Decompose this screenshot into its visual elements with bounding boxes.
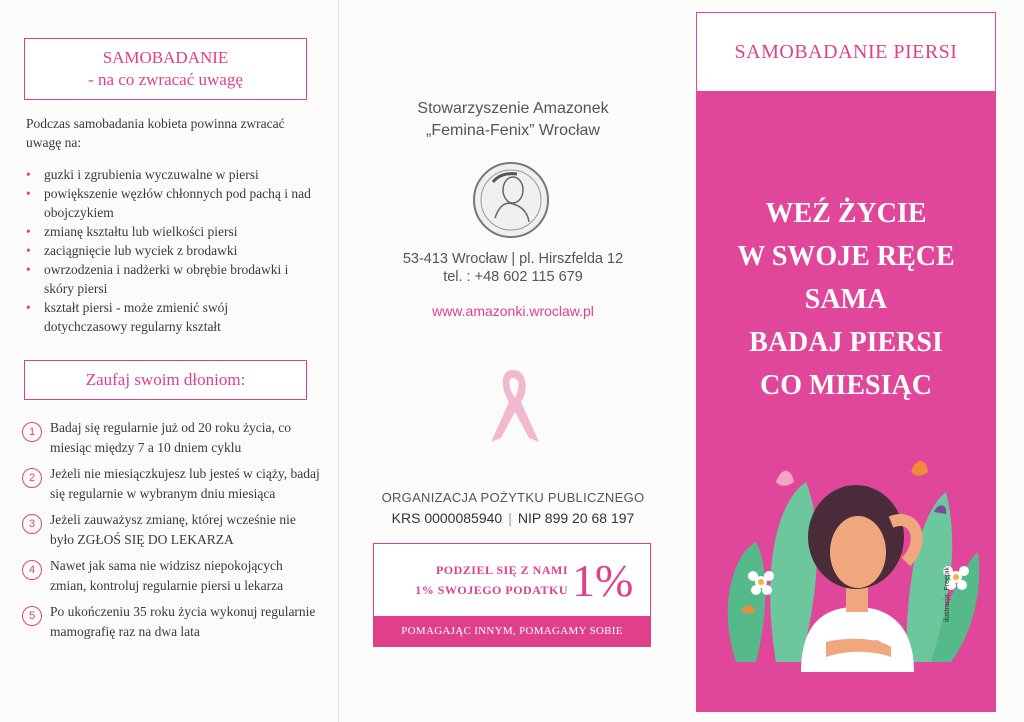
slogan-line: W SWOJE RĘCE [737,241,955,272]
step-text: Po ukończeniu 35 roku życia wykonuj regularnie mamografię raz na dwa lata [50,604,316,639]
step-number: 4 [22,560,42,580]
self-exam-title-box [24,38,307,100]
association-name [339,98,687,142]
website-link[interactable]: www.amazonki.wroclaw.pl [432,303,594,319]
address: 53-413 Wrocław | pl. Hirszfelda 12 [402,251,624,267]
step-number: 2 [22,468,42,488]
step-item [22,556,322,596]
association-line2: „Femina-Fenix” Wrocław [426,122,600,139]
cover [696,12,996,712]
promo-text [388,560,568,600]
pink-ribbon-icon [479,362,547,448]
list-item: • zaciągnięcie lub wyciek z brodawki [24,241,314,260]
intro-text: Podczas samobadania kobieta powinna zwracać uwagę na: [26,116,285,150]
nip-number: NIP 899 20 68 197 [517,510,635,526]
step-item [22,602,322,642]
krs-number: KRS 0000085940 [391,510,503,526]
steps-list [22,418,322,642]
step-text: Jeżeli nie miesiączkujesz lub jesteś w ciąży, badaj się regularnie w wybranym dniu miesiąca [50,466,320,501]
left-panel [0,0,338,722]
step-text: Jeżeli zauważysz zmianę, której wcześnie nie było ZGŁOŚ SIĘ DO LEKARZA [50,512,296,547]
list-item: • powiększenie węzłów chłonnych pod pachą i nad obojczykiem [24,184,314,222]
step-number: 1 [22,422,42,442]
slogan-line: BADAJ PIERSI [749,327,943,358]
slogan-line: SAMA [804,284,888,315]
promo-bar: POMAGAJĄC INNYM, POMAGAMY SOBIE [374,616,650,646]
slogan-line: WEŹ ŻYCIE [765,198,927,229]
self-exam-title: SAMOBADANIE [102,48,229,67]
step-number: 3 [22,514,42,534]
step-text: Badaj się regularnie już od 20 roku życia, co miesiąc między 7 a 10 dniem cyklu [50,420,292,455]
slogan [696,192,996,407]
middle-panel [338,0,688,722]
step-item [22,510,322,550]
org-label: ORGANIZACJA POŻYTKU PUBLICZNEGO [381,490,645,505]
promo-percent: 1% [572,555,634,606]
woman-illustration [716,452,986,672]
list-item: • zmianę kształtu lub wielkości piersi [24,222,314,241]
self-exam-subtitle: - na co zwracać uwagę [88,70,243,89]
step-item [22,418,322,458]
list-item: • guzki i zgrubienia wyczuwalne w piersi [24,165,314,184]
promo-line2: 1% SWOJEGO PODATKU [415,583,568,597]
promo-line1: PODZIEL SIĘ Z NAMI [435,563,568,577]
association-line1: Stowarzyszenie Amazonek [417,100,609,117]
address-block [339,250,687,286]
phone: tel. : +48 602 115 679 [443,269,583,285]
list-item: • owrzodzenia i nadżerki w obrębie brodawki i skóry piersi [24,260,314,298]
right-panel [686,0,1024,722]
association-logo-icon [471,160,551,240]
list-item: • kształt piersi - może zmienić swój dotychczasowy regularny kształt [24,298,314,336]
cover-title: SAMOBADANIE PIERSI [696,12,996,92]
slogan-line: CO MIESIĄC [760,370,932,401]
step-text: Nawet jak sama nie widzisz niepokojących zmian, kontroluj regularnie piersi u lekarza [50,558,284,593]
registration-numbers: KRS 0000085940 | NIP 899 20 68 197 [391,510,635,526]
tax-promo-box [373,543,651,647]
step-item [22,464,322,504]
step-number: 5 [22,606,42,626]
symptom-list [24,165,314,336]
trust-hands-box: Zaufaj swoim dłoniom: [24,360,307,400]
illustration-credit: ilustracja: Freepik [944,567,951,622]
